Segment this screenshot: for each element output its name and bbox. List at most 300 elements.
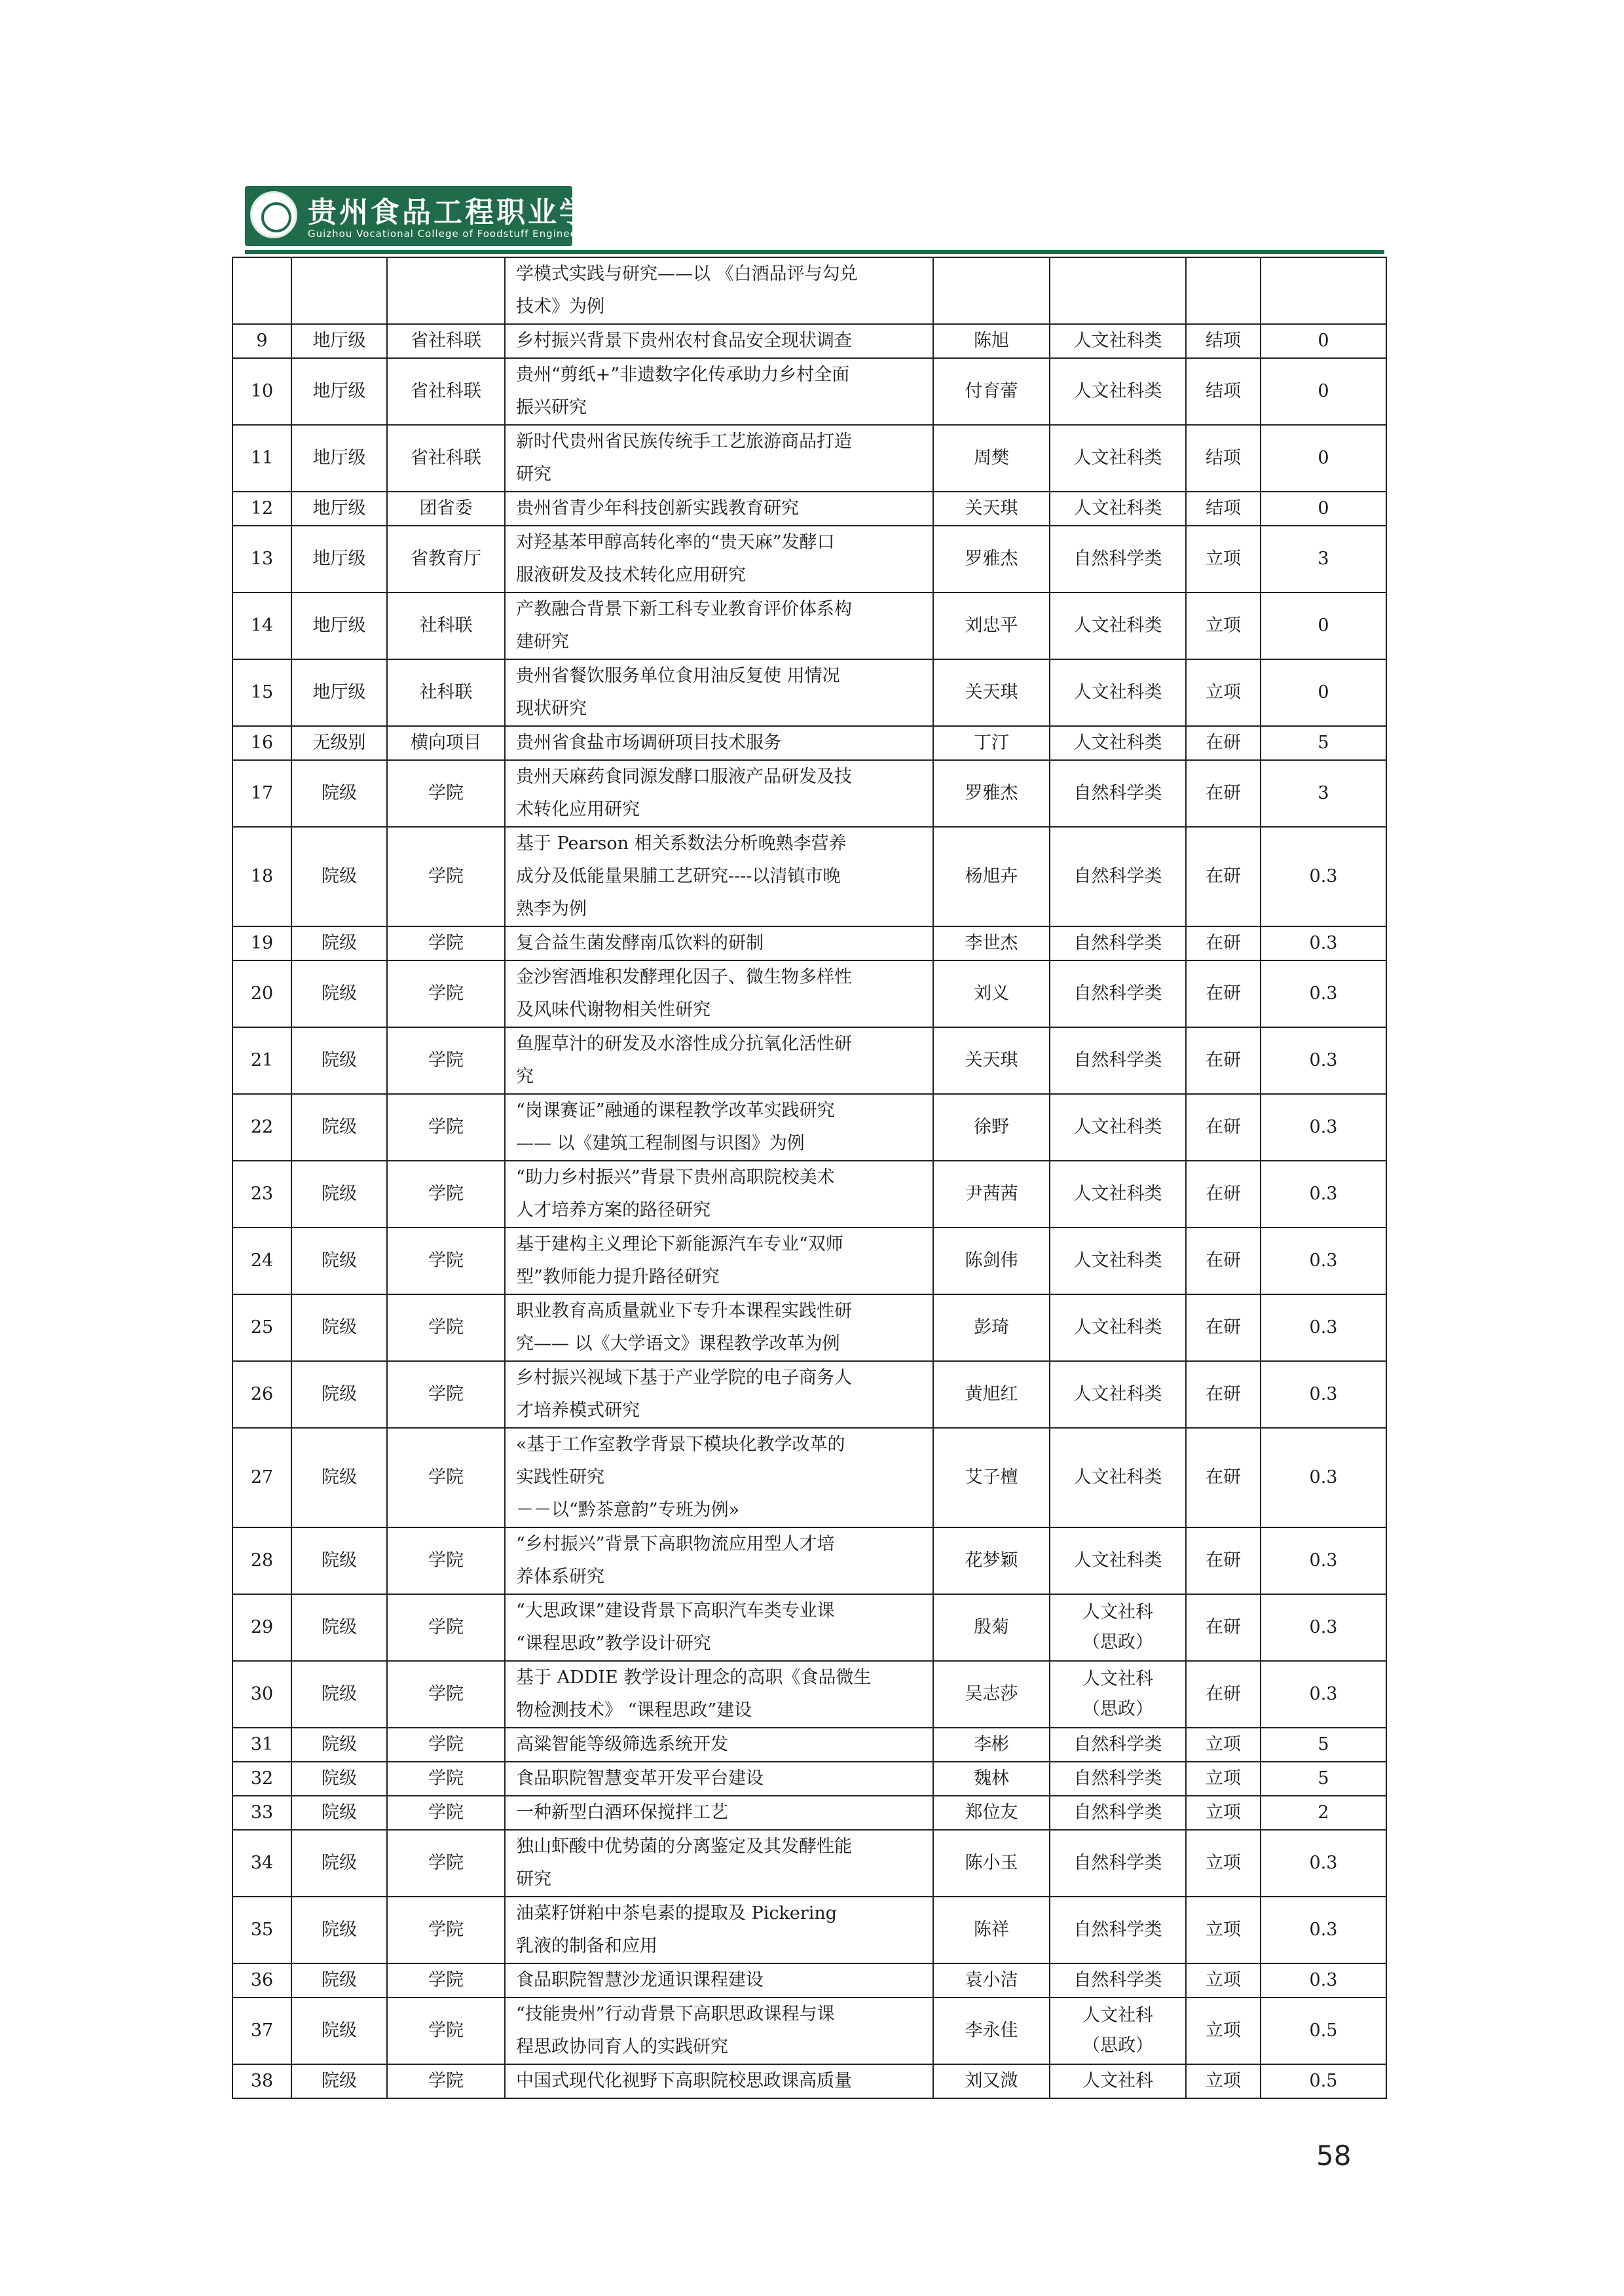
- cell-amount: 0.3: [1261, 1228, 1386, 1294]
- cell-number: 32: [232, 1762, 291, 1796]
- cell-level: 地厅级: [291, 659, 387, 726]
- cell-number: 10: [232, 358, 291, 425]
- cell-level: 院级: [291, 1594, 387, 1661]
- cell-category: [1050, 926, 1186, 960]
- cell-project-title: [505, 1897, 933, 1963]
- category-line: 自然科学类: [1073, 783, 1162, 803]
- cell-category: [1050, 1997, 1186, 2064]
- table-row: [232, 1897, 1386, 1963]
- cell-amount: 0.5: [1261, 2064, 1386, 2098]
- cell-amount: 5: [1261, 1728, 1386, 1762]
- cell-status: 立项: [1186, 1796, 1261, 1830]
- cell-leader: 袁小洁: [933, 1963, 1050, 1997]
- table-row: [232, 1294, 1386, 1361]
- cell-amount: 0: [1261, 659, 1386, 726]
- cell-number: 34: [232, 1830, 291, 1897]
- cell-amount: 0.3: [1261, 1428, 1386, 1527]
- cell-number: 33: [232, 1796, 291, 1830]
- school-name-en: Guizhou Vocational College of Foodstuff Engineering: [308, 228, 599, 240]
- cell-project-title: [505, 425, 933, 492]
- cell-leader: 刘忠平: [933, 592, 1050, 659]
- project-title-line: «基于工作室教学背景下模块化教学改革的: [516, 1434, 845, 1455]
- project-title-line: 产教融合背景下新工科专业教育评价体系构: [516, 599, 852, 619]
- cell-project-title: [505, 726, 933, 760]
- table-row: [232, 1027, 1386, 1094]
- cell-amount: 0: [1261, 425, 1386, 492]
- cell-leader: 彭琦: [933, 1294, 1050, 1361]
- cell-amount: 0: [1261, 324, 1386, 358]
- category-line: 人文社科类: [1073, 1250, 1162, 1271]
- cell-status: 在研: [1186, 926, 1261, 960]
- project-title-line: 究: [516, 1066, 534, 1087]
- category-line: 自然科学类: [1073, 1050, 1162, 1070]
- cell-project-title: [505, 592, 933, 659]
- project-title-line: 究—— 以《大学语文》课程教学改革为例: [516, 1334, 840, 1354]
- category-line: 人文社科类: [1073, 448, 1162, 468]
- project-title-line: 养体系研究: [516, 1567, 604, 1587]
- cell-project-title: [505, 1594, 933, 1661]
- category-line: 自然科学类: [1073, 983, 1162, 1004]
- cell-amount: 0.3: [1261, 1361, 1386, 1428]
- cell-category: [1050, 1661, 1186, 1728]
- cell-leader: 吴志莎: [933, 1661, 1050, 1728]
- project-title-line: 新时代贵州省民族传统手工艺旅游商品打造: [516, 431, 852, 452]
- school-name-cn: 贵州食品工程职业学院: [308, 196, 622, 229]
- cell-level: 院级: [291, 1094, 387, 1161]
- cell-project-title: [505, 926, 933, 960]
- cell-category: [1050, 358, 1186, 425]
- cell-category: [1050, 1728, 1186, 1762]
- cell-level: 院级: [291, 827, 387, 926]
- cell-leader: 陈祥: [933, 1897, 1050, 1963]
- cell-project-title: [505, 1661, 933, 1728]
- cell-status: 立项: [1186, 592, 1261, 659]
- cell-category: [1050, 1094, 1186, 1161]
- cell-category: [1050, 1228, 1186, 1294]
- cell-category: [1050, 1830, 1186, 1897]
- cell-leader: 李永佳: [933, 1997, 1050, 2064]
- project-title-line: 现状研究: [516, 699, 587, 719]
- cell-category: [1050, 1161, 1186, 1228]
- category-line: （思政）: [1082, 2035, 1153, 2056]
- cell-number: 12: [232, 492, 291, 526]
- category-line: 人文社科类: [1073, 331, 1162, 351]
- cell-level: 院级: [291, 1027, 387, 1094]
- cell-source: 学院: [387, 827, 505, 926]
- cell-project-title: [505, 1830, 933, 1897]
- cell-status: 立项: [1186, 1963, 1261, 1997]
- cell-status: 结项: [1186, 425, 1261, 492]
- category-line: 自然科学类: [1073, 549, 1162, 569]
- project-title-line: －－以“黔茶意韵”专班为例»: [516, 1500, 740, 1520]
- table-row: [232, 1830, 1386, 1897]
- table-row: [232, 1527, 1386, 1594]
- cell-level: 院级: [291, 1997, 387, 2064]
- cell-category: [1050, 1897, 1186, 1963]
- cell-status: 结项: [1186, 492, 1261, 526]
- cell-leader: 殷菊: [933, 1594, 1050, 1661]
- cell-leader: 刘义: [933, 960, 1050, 1027]
- category-line: 自然科学类: [1073, 1734, 1162, 1755]
- cell-number: [232, 257, 291, 324]
- cell-project-title: [505, 358, 933, 425]
- cell-number: 37: [232, 1997, 291, 2064]
- cell-project-title: [505, 1527, 933, 1594]
- cell-status: 立项: [1186, 2064, 1261, 2098]
- cell-status: 在研: [1186, 1094, 1261, 1161]
- cell-source: 学院: [387, 1228, 505, 1294]
- cell-level: 院级: [291, 1428, 387, 1527]
- cell-leader: 郑位友: [933, 1796, 1050, 1830]
- cell-amount: 0.3: [1261, 1027, 1386, 1094]
- cell-status: [1186, 257, 1261, 324]
- research-project-table: [232, 257, 1387, 2099]
- cell-number: 15: [232, 659, 291, 726]
- cell-leader: [933, 257, 1050, 324]
- project-title-line: “大思政课”建设背景下高职汽车类专业课: [516, 1601, 835, 1621]
- cell-amount: 5: [1261, 1762, 1386, 1796]
- cell-status: 结项: [1186, 358, 1261, 425]
- cell-amount: 0.3: [1261, 1527, 1386, 1594]
- cell-source: 学院: [387, 1428, 505, 1527]
- cell-source: 横向项目: [387, 726, 505, 760]
- cell-category: [1050, 960, 1186, 1027]
- cell-leader: 关天琪: [933, 1027, 1050, 1094]
- cell-source: 省社科联: [387, 324, 505, 358]
- cell-status: 在研: [1186, 1361, 1261, 1428]
- project-title-line: 食品职院智慧变革开发平台建设: [516, 1768, 764, 1789]
- cell-number: 31: [232, 1728, 291, 1762]
- category-line: 自然科学类: [1073, 866, 1162, 886]
- category-line: 人文社科类: [1073, 1384, 1162, 1404]
- category-line: 人文社科类: [1073, 498, 1162, 519]
- cell-project-title: [505, 1027, 933, 1094]
- project-title-line: 对羟基苯甲醇高转化率的“贵天麻”发酵口: [516, 532, 835, 553]
- table-row: [232, 1997, 1386, 2064]
- category-line: 人文社科类: [1073, 1467, 1162, 1487]
- cell-source: 学院: [387, 1361, 505, 1428]
- project-title-line: 基于建构主义理论下新能源汽车专业“双师: [516, 1234, 843, 1254]
- cell-amount: 0: [1261, 492, 1386, 526]
- category-line: 人文社科类: [1073, 1117, 1162, 1137]
- project-title-line: 基于 Pearson 相关系数法分析晚熟李营养: [516, 833, 847, 854]
- cell-category: [1050, 1027, 1186, 1094]
- cell-amount: 0.3: [1261, 1897, 1386, 1963]
- cell-number: 11: [232, 425, 291, 492]
- project-title-line: 熟李为例: [516, 899, 587, 919]
- school-seal-icon: [250, 191, 297, 238]
- cell-amount: 0.3: [1261, 1094, 1386, 1161]
- cell-number: 25: [232, 1294, 291, 1361]
- cell-level: 院级: [291, 1527, 387, 1594]
- category-line: （思政）: [1082, 1699, 1153, 1719]
- cell-number: 22: [232, 1094, 291, 1161]
- project-title-line: 食品职院智慧沙龙通识课程建设: [516, 1970, 764, 1990]
- cell-amount: 0.5: [1261, 1997, 1386, 2064]
- cell-status: 立项: [1186, 1830, 1261, 1897]
- category-line: 自然科学类: [1073, 933, 1162, 953]
- cell-amount: 0: [1261, 358, 1386, 425]
- cell-category: [1050, 257, 1186, 324]
- cell-source: 学院: [387, 1830, 505, 1897]
- cell-project-title: [505, 1796, 933, 1830]
- cell-source: [387, 257, 505, 324]
- cell-leader: 尹茜茜: [933, 1161, 1050, 1228]
- cell-category: [1050, 425, 1186, 492]
- table-row: [232, 1428, 1386, 1527]
- cell-leader: 花梦颖: [933, 1527, 1050, 1594]
- cell-source: 学院: [387, 1762, 505, 1796]
- cell-leader: 关天琪: [933, 659, 1050, 726]
- cell-leader: 陈小玉: [933, 1830, 1050, 1897]
- cell-project-title: [505, 1963, 933, 1997]
- cell-number: 30: [232, 1661, 291, 1728]
- cell-status: 在研: [1186, 1594, 1261, 1661]
- project-title-line: 研究: [516, 1869, 551, 1889]
- cell-category: [1050, 1294, 1186, 1361]
- table-row: [232, 1594, 1386, 1661]
- category-line: 人文社科类: [1073, 1550, 1162, 1571]
- cell-level: 院级: [291, 1661, 387, 1728]
- cell-status: 立项: [1186, 1728, 1261, 1762]
- cell-number: 29: [232, 1594, 291, 1661]
- cell-number: 28: [232, 1527, 291, 1594]
- table-row: [232, 760, 1386, 827]
- project-title-line: 服液研发及技术转化应用研究: [516, 565, 746, 585]
- project-title-line: 实践性研究: [516, 1467, 604, 1487]
- cell-amount: 3: [1261, 526, 1386, 592]
- cell-amount: 3: [1261, 760, 1386, 827]
- project-title-line: 职业教育高质量就业下专升本课程实践性研: [516, 1301, 852, 1321]
- cell-level: 地厅级: [291, 425, 387, 492]
- table-row: [232, 1361, 1386, 1428]
- project-title-line: 学模式实践与研究——以 《白酒品评与勾兑: [516, 264, 858, 284]
- category-line: 自然科学类: [1073, 1802, 1162, 1823]
- table-row: [232, 358, 1386, 425]
- cell-level: 院级: [291, 1294, 387, 1361]
- cell-leader: 魏林: [933, 1762, 1050, 1796]
- cell-level: 院级: [291, 1228, 387, 1294]
- project-title-line: 振兴研究: [516, 397, 587, 418]
- category-line: 人文社科: [1082, 2005, 1153, 2026]
- cell-leader: 艾子檀: [933, 1428, 1050, 1527]
- cell-amount: 0.3: [1261, 1161, 1386, 1228]
- cell-amount: 0.3: [1261, 827, 1386, 926]
- cell-status: 在研: [1186, 760, 1261, 827]
- cell-category: [1050, 324, 1186, 358]
- cell-status: 在研: [1186, 1161, 1261, 1228]
- cell-project-title: [505, 526, 933, 592]
- cell-project-title: [505, 960, 933, 1027]
- cell-number: 21: [232, 1027, 291, 1094]
- category-line: 人文社科类: [1073, 1184, 1162, 1204]
- table-row: [232, 960, 1386, 1027]
- cell-project-title: [505, 257, 933, 324]
- project-title-line: “岗课赛证”融通的课程教学改革实践研究: [516, 1101, 835, 1121]
- cell-level: 院级: [291, 1830, 387, 1897]
- cell-category: [1050, 1594, 1186, 1661]
- cell-level: 院级: [291, 960, 387, 1027]
- project-title-line: 术转化应用研究: [516, 799, 640, 820]
- cell-level: 地厅级: [291, 492, 387, 526]
- table-row: [232, 592, 1386, 659]
- cell-project-title: [505, 827, 933, 926]
- cell-source: 学院: [387, 1897, 505, 1963]
- cell-source: 学院: [387, 1027, 505, 1094]
- table-row: [232, 1762, 1386, 1796]
- cell-project-title: [505, 1361, 933, 1428]
- cell-leader: 罗雅杰: [933, 760, 1050, 827]
- cell-project-title: [505, 1762, 933, 1796]
- cell-category: [1050, 492, 1186, 526]
- category-line: 人文社科类: [1073, 682, 1162, 702]
- cell-amount: 0.3: [1261, 926, 1386, 960]
- project-title-line: —— 以《建筑工程制图与识图》为例: [516, 1133, 805, 1154]
- project-title-line: 贵州省食盐市场调研项目技术服务: [516, 733, 781, 753]
- cell-leader: 陈剑伟: [933, 1228, 1050, 1294]
- category-line: 自然科学类: [1073, 1970, 1162, 1990]
- cell-amount: 0.3: [1261, 1294, 1386, 1361]
- category-line: 自然科学类: [1073, 1853, 1162, 1873]
- table-row: [232, 827, 1386, 926]
- cell-number: 19: [232, 926, 291, 960]
- cell-source: 省社科联: [387, 425, 505, 492]
- table-row: [232, 257, 1386, 324]
- table-row: [232, 425, 1386, 492]
- project-title-line: “乡村振兴”背景下高职物流应用型人才培: [516, 1534, 835, 1554]
- cell-level: 院级: [291, 1728, 387, 1762]
- category-line: 人文社科: [1082, 1669, 1153, 1689]
- table-row: [232, 659, 1386, 726]
- cell-amount: 0.3: [1261, 1830, 1386, 1897]
- category-line: 人文社科类: [1073, 615, 1162, 636]
- cell-amount: 0.3: [1261, 1594, 1386, 1661]
- cell-number: 20: [232, 960, 291, 1027]
- cell-number: 26: [232, 1361, 291, 1428]
- cell-leader: 徐野: [933, 1094, 1050, 1161]
- cell-number: 17: [232, 760, 291, 827]
- project-title-line: 型”教师能力提升路径研究: [516, 1267, 720, 1287]
- cell-level: 院级: [291, 1963, 387, 1997]
- cell-status: 立项: [1186, 1897, 1261, 1963]
- cell-status: 在研: [1186, 1228, 1261, 1294]
- cell-number: 9: [232, 324, 291, 358]
- cell-number: 24: [232, 1228, 291, 1294]
- table-row: [232, 324, 1386, 358]
- cell-number: 13: [232, 526, 291, 592]
- cell-source: 省社科联: [387, 358, 505, 425]
- cell-category: [1050, 659, 1186, 726]
- cell-category: [1050, 1361, 1186, 1428]
- cell-category: [1050, 1963, 1186, 1997]
- cell-amount: 2: [1261, 1796, 1386, 1830]
- cell-project-title: [505, 1094, 933, 1161]
- project-title-line: 复合益生菌发酵南瓜饮料的研制: [516, 933, 764, 953]
- project-title-line: 成分及低能量果脯工艺研究----以清镇市晚: [516, 866, 841, 886]
- school-logo: [245, 186, 622, 246]
- cell-level: 院级: [291, 1361, 387, 1428]
- table-row: [232, 1661, 1386, 1728]
- cell-level: 院级: [291, 1762, 387, 1796]
- cell-level: 院级: [291, 1897, 387, 1963]
- table-row: [232, 726, 1386, 760]
- cell-project-title: [505, 1997, 933, 2064]
- cell-status: 在研: [1186, 1428, 1261, 1527]
- cell-category: [1050, 526, 1186, 592]
- project-title-line: 一种新型白酒环保搅拌工艺: [516, 1802, 728, 1823]
- cell-source: 学院: [387, 926, 505, 960]
- table-row: [232, 1963, 1386, 1997]
- cell-category: [1050, 760, 1186, 827]
- table-row: [232, 1161, 1386, 1228]
- project-title-line: 高粱智能等级筛选系统开发: [516, 1734, 728, 1755]
- cell-level: [291, 257, 387, 324]
- project-title-line: “助力乡村振兴”背景下贵州高职院校美术: [516, 1167, 835, 1188]
- project-title-line: 金沙窖酒堆积发酵理化因子、微生物多样性: [516, 967, 852, 987]
- cell-project-title: [505, 1728, 933, 1762]
- cell-level: 地厅级: [291, 358, 387, 425]
- cell-status: 在研: [1186, 1027, 1261, 1094]
- cell-project-title: [505, 324, 933, 358]
- cell-status: 在研: [1186, 1661, 1261, 1728]
- cell-amount: 0.3: [1261, 1661, 1386, 1728]
- cell-number: 14: [232, 592, 291, 659]
- cell-status: 立项: [1186, 526, 1261, 592]
- table-row: [232, 1796, 1386, 1830]
- cell-source: 学院: [387, 1728, 505, 1762]
- table-row: [232, 2064, 1386, 2098]
- cell-project-title: [505, 1161, 933, 1228]
- cell-status: 在研: [1186, 1527, 1261, 1594]
- cell-source: 省教育厅: [387, 526, 505, 592]
- project-title-line: 乡村振兴背景下贵州农村食品安全现状调查: [516, 331, 852, 351]
- project-title-line: 贵州天麻药食同源发酵口服液产品研发及技: [516, 767, 852, 787]
- cell-leader: 付育蕾: [933, 358, 1050, 425]
- cell-source: 学院: [387, 1997, 505, 2064]
- cell-category: [1050, 1527, 1186, 1594]
- cell-leader: 李彬: [933, 1728, 1050, 1762]
- cell-number: 35: [232, 1897, 291, 1963]
- project-title-line: 及风味代谢物相关性研究: [516, 1000, 710, 1020]
- cell-source: 学院: [387, 1661, 505, 1728]
- project-title-line: “课程思政”教学设计研究: [516, 1633, 711, 1654]
- project-title-line: 基于 ADDIE 教学设计理念的高职《食品微生: [516, 1667, 872, 1688]
- project-title-line: 人才培养方案的路径研究: [516, 1200, 710, 1220]
- cell-leader: 陈旭: [933, 324, 1050, 358]
- project-title-line: 贵州省青少年科技创新实践教育研究: [516, 498, 799, 519]
- category-line: （思政）: [1082, 1632, 1153, 1652]
- cell-number: 27: [232, 1428, 291, 1527]
- project-title-line: 鱼腥草汁的研发及水溶性成分抗氧化活性研: [516, 1034, 852, 1054]
- cell-category: [1050, 726, 1186, 760]
- cell-project-title: [505, 2064, 933, 2098]
- category-line: 自然科学类: [1073, 1768, 1162, 1789]
- project-title-line: 中国式现代化视野下高职院校思政课高质量: [516, 2071, 852, 2091]
- cell-category: [1050, 1762, 1186, 1796]
- cell-level: 无级别: [291, 726, 387, 760]
- cell-source: 社科联: [387, 592, 505, 659]
- cell-amount: 0: [1261, 592, 1386, 659]
- cell-source: 团省委: [387, 492, 505, 526]
- cell-level: 院级: [291, 926, 387, 960]
- project-title-line: 贵州“剪纸+”非遗数字化传承助力乡村全面: [516, 365, 850, 385]
- table-row: [232, 1094, 1386, 1161]
- category-line: 自然科学类: [1073, 1920, 1162, 1940]
- table-row: [232, 526, 1386, 592]
- cell-status: 在研: [1186, 960, 1261, 1027]
- cell-number: 16: [232, 726, 291, 760]
- cell-category: [1050, 1796, 1186, 1830]
